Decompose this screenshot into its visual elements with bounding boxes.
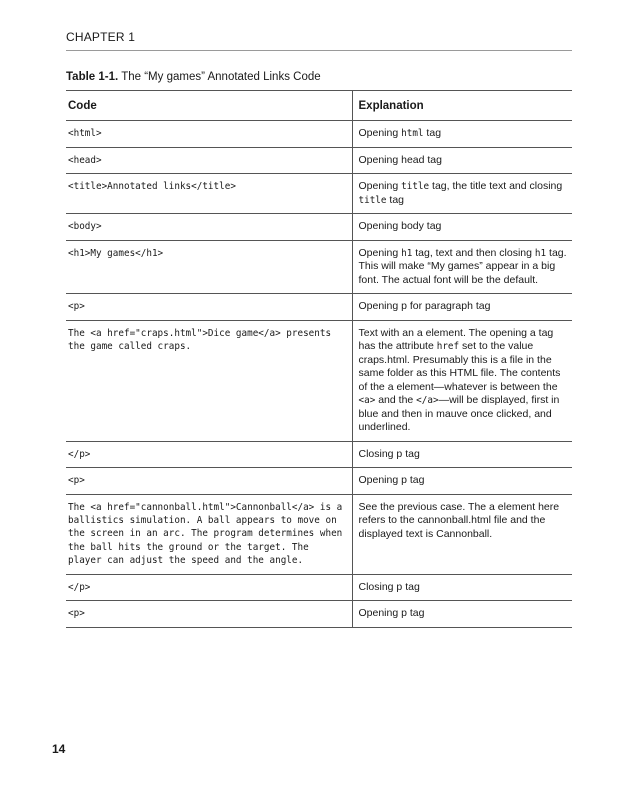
code-cell: <head> [66, 147, 352, 174]
explanation-cell [352, 320, 572, 441]
inline-code: h1 [401, 247, 413, 259]
explanation-text: Opening [358, 127, 402, 139]
annotated-links-table [66, 90, 572, 628]
explanation-cell [352, 240, 572, 294]
code-cell: <p> [66, 294, 352, 321]
code-cell: <title>Annotated links</title> [66, 174, 352, 214]
inline-code: title [401, 181, 430, 192]
explanation-cell [352, 214, 572, 241]
table-row [66, 468, 572, 495]
explanation-text: Opening head tag [358, 153, 442, 166]
code-cell: </p> [66, 574, 352, 601]
explanation-text: tag. This will make “My games” appear in a big font. The actual font will be the default. [358, 246, 567, 286]
code-cell: The <a href="cannonball.html">Cannonball</a> is a ballistics simulation. A ball appears to move on the screen in an arc. The program determines when the ball hits the ground or the target. The player can adjust the speed and the angle. [66, 494, 352, 574]
explanation-text: Opening [358, 180, 402, 192]
explanation-cell [352, 574, 572, 601]
table-row [66, 601, 572, 628]
table-row [66, 214, 572, 241]
table-row [66, 147, 572, 174]
explanation-cell [352, 174, 572, 214]
explanation-cell [352, 294, 572, 321]
code-cell: <html> [66, 121, 352, 148]
explanation-text: Closing p tag [358, 580, 420, 593]
explanation-text: tag, text and then closing [412, 246, 535, 259]
header-rule [66, 50, 572, 51]
code-cell: The <a href="craps.html">Dice game</a> presents the game called craps. [66, 320, 352, 441]
inline-code: <a> [358, 395, 376, 406]
table-row [66, 121, 572, 148]
explanation-cell [352, 147, 572, 174]
explanation-text: See the previous case. The a element here refers to the cannonball.html file and the displayed text is Cannonball. [358, 500, 560, 540]
explanation-text: Closing p tag [358, 447, 420, 460]
code-cell: <h1>My games</h1> [66, 240, 352, 294]
explanation-text: tag, the title text and closing [429, 180, 563, 192]
explanation-text: Text with an a element. The opening a tag has the attribute [358, 326, 554, 352]
explanation-text: Opening [358, 246, 402, 259]
inline-code: h1 [534, 247, 547, 259]
table-row [66, 494, 572, 574]
explanation-cell [352, 468, 572, 495]
header-code: Code [66, 91, 352, 121]
table-row [66, 574, 572, 601]
explanation-cell [352, 494, 572, 574]
code-cell: </p> [66, 441, 352, 468]
table-row [66, 294, 572, 321]
explanation-text: —will be displayed, first in blue and then in mauve once clicked, and underlined. [358, 394, 560, 433]
code-cell: <p> [66, 601, 352, 628]
inline-code: html [401, 128, 424, 139]
table-row [66, 320, 572, 441]
table-header-row [66, 91, 572, 121]
chapter-header: CHAPTER 1 [66, 30, 136, 44]
table-caption-label: Table 1-1. [66, 71, 119, 83]
explanation-text: and the [375, 394, 417, 406]
table-caption-text: The “My games” Annotated Links Code [121, 71, 321, 83]
explanation-cell [352, 441, 572, 468]
explanation-text: set to the value craps.html. Presumably this is a file in the same folder as this HTML file. The contents of the a element—whatever is between the [358, 340, 561, 393]
code-cell: <p> [66, 468, 352, 495]
table-row [66, 441, 572, 468]
code-cell: <body> [66, 214, 352, 241]
explanation-text: tag [386, 193, 405, 206]
inline-code: </a> [416, 395, 439, 406]
inline-code: title [358, 194, 387, 206]
explanation-text: Opening p for paragraph tag [358, 300, 491, 312]
header-explanation: Explanation [352, 91, 572, 121]
inline-code: href [436, 341, 460, 352]
explanation-text: Opening p tag [358, 607, 425, 620]
explanation-text: tag [423, 127, 442, 139]
explanation-cell [352, 601, 572, 628]
explanation-text: Opening body tag [358, 220, 442, 232]
table-row [66, 174, 572, 214]
explanation-cell [352, 121, 572, 148]
explanation-text: Opening p tag [358, 474, 425, 486]
page-number: 14 [52, 742, 66, 756]
table-row [66, 240, 572, 294]
table-caption [66, 71, 321, 83]
